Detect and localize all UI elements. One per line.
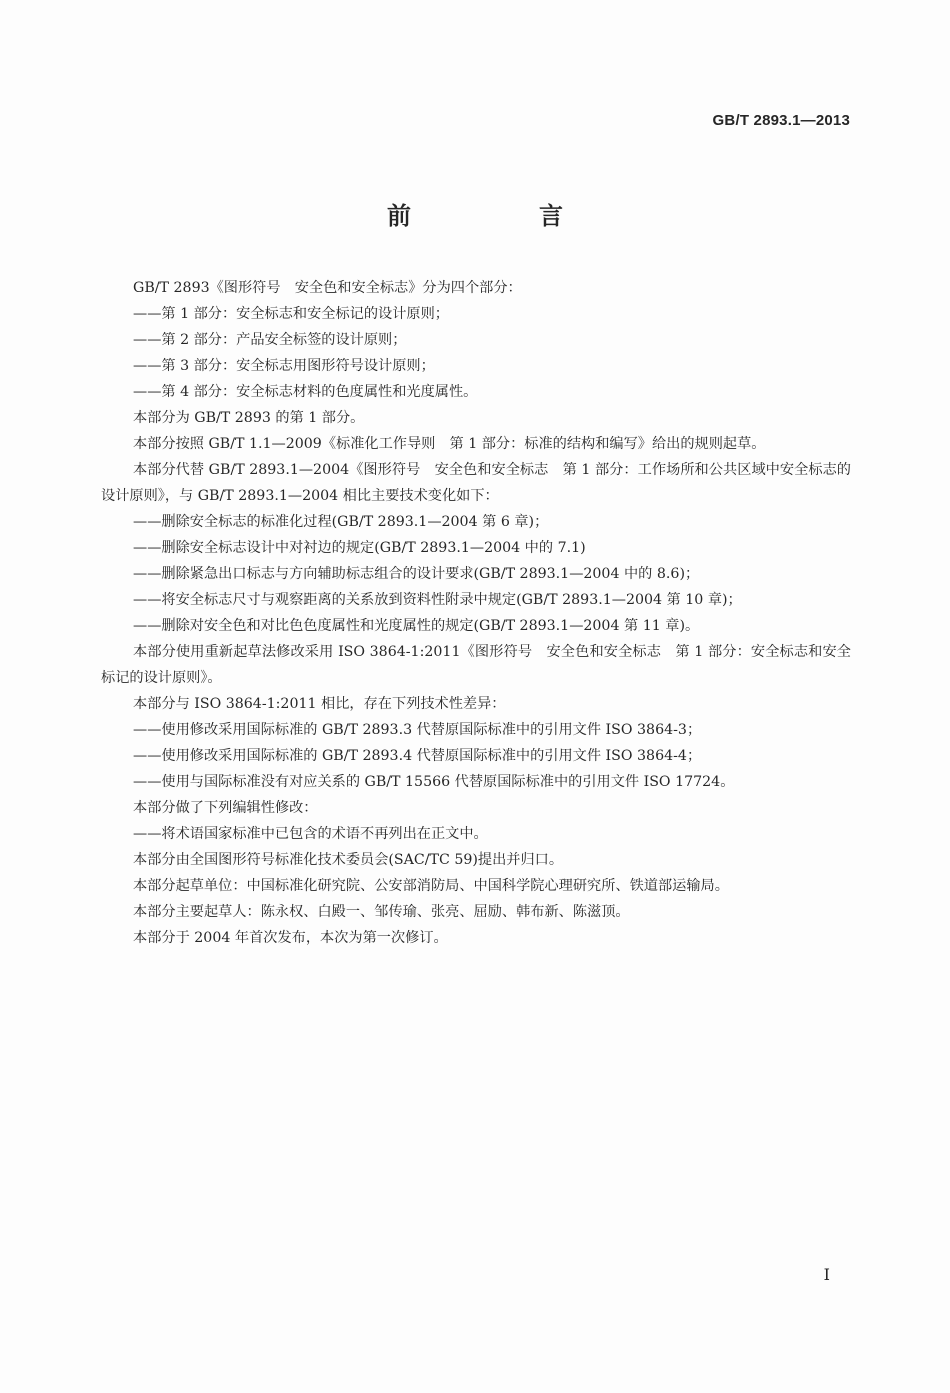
list-item: ——将术语国家标准中已包含的术语不再列出在正文中。: [133, 826, 488, 842]
document-number: GB/T 2893.1—2013: [712, 112, 850, 129]
paragraph: 本部分于 2004 年首次发布，本次为第一次修订。: [133, 930, 448, 946]
document-body: [101, 275, 851, 951]
list-item: ——删除紧急出口标志与方向辅助标志组合的设计要求(GB/T 2893.1—2004 中的 8.6)；: [133, 566, 700, 582]
paragraph: 本部分按照 GB/T 1.1—2009《标准化工作导则 第 1 部分：标准的结构和编写》给出的规则起草。: [133, 436, 766, 452]
list-item: ——第 3 部分：安全标志用图形符号设计原则；: [133, 358, 435, 374]
page-number: I: [823, 1265, 830, 1284]
list-item: ——第 1 部分：安全标志和安全标记的设计原则；: [133, 306, 449, 322]
paragraph: 本部分使用重新起草法修改采用 ISO 3864-1:2011《图形符号 安全色和安全标志 第 1 部分：安全标志和安全标记的设计原则》。: [101, 644, 851, 686]
paragraph: 本部分做了下列编辑性修改：: [133, 800, 318, 816]
list-item: ——第 2 部分：产品安全标签的设计原则；: [133, 332, 407, 348]
list-item: ——将安全标志尺寸与观察距离的关系放到资料性附录中规定(GB/T 2893.1—2004 第 10 章)；: [133, 592, 742, 608]
paragraph: 本部分起草单位：中国标准化研究院、公安部消防局、中国科学院心理研究所、铁道部运输局。: [133, 878, 729, 894]
list-item: ——使用修改采用国际标准的 GB/T 2893.3 代替原国际标准中的引用文件 ISO 3864-3；: [133, 722, 702, 738]
list-item: ——删除对安全色和对比色色度属性和光度属性的规定(GB/T 2893.1—2004 第 11 章)。: [133, 618, 700, 634]
list-item: ——使用与国际标准没有对应关系的 GB/T 15566 代替原国际标准中的引用文件 ISO 17724。: [133, 774, 735, 790]
paragraph: 本部分为 GB/T 2893 的第 1 部分。: [133, 410, 365, 426]
list-item: ——第 4 部分：安全标志材料的色度属性和光度属性。: [133, 384, 478, 400]
page-title: 前 言: [387, 201, 615, 230]
paragraph: GB/T 2893《图形符号 安全色和安全标志》分为四个部分：: [133, 280, 522, 296]
paragraph: 本部分主要起草人：陈永权、白殿一、邹传瑜、张亮、屈励、韩布新、陈滋顶。: [133, 904, 630, 920]
list-item: ——使用修改采用国际标准的 GB/T 2893.4 代替原国际标准中的引用文件 ISO 3864-4；: [133, 748, 702, 764]
paragraph: 本部分由全国图形符号标准化技术委员会(SAC/TC 59)提出并归口。: [133, 852, 564, 868]
list-item: ——删除安全标志设计中对衬边的规定(GB/T 2893.1—2004 中的 7.1): [133, 540, 586, 556]
paragraph: 本部分代替 GB/T 2893.1—2004《图形符号 安全色和安全标志 第 1 部分：工作场所和公共区域中安全标志的设计原则》，与 GB/T 2893.1—2004 相比主要技术变化如下：: [101, 462, 851, 504]
list-item: ——删除安全标志的标准化过程(GB/T 2893.1—2004 第 6 章)；: [133, 514, 549, 530]
paragraph: 本部分与 ISO 3864-1:2011 相比，存在下列技术性差异：: [133, 696, 506, 712]
